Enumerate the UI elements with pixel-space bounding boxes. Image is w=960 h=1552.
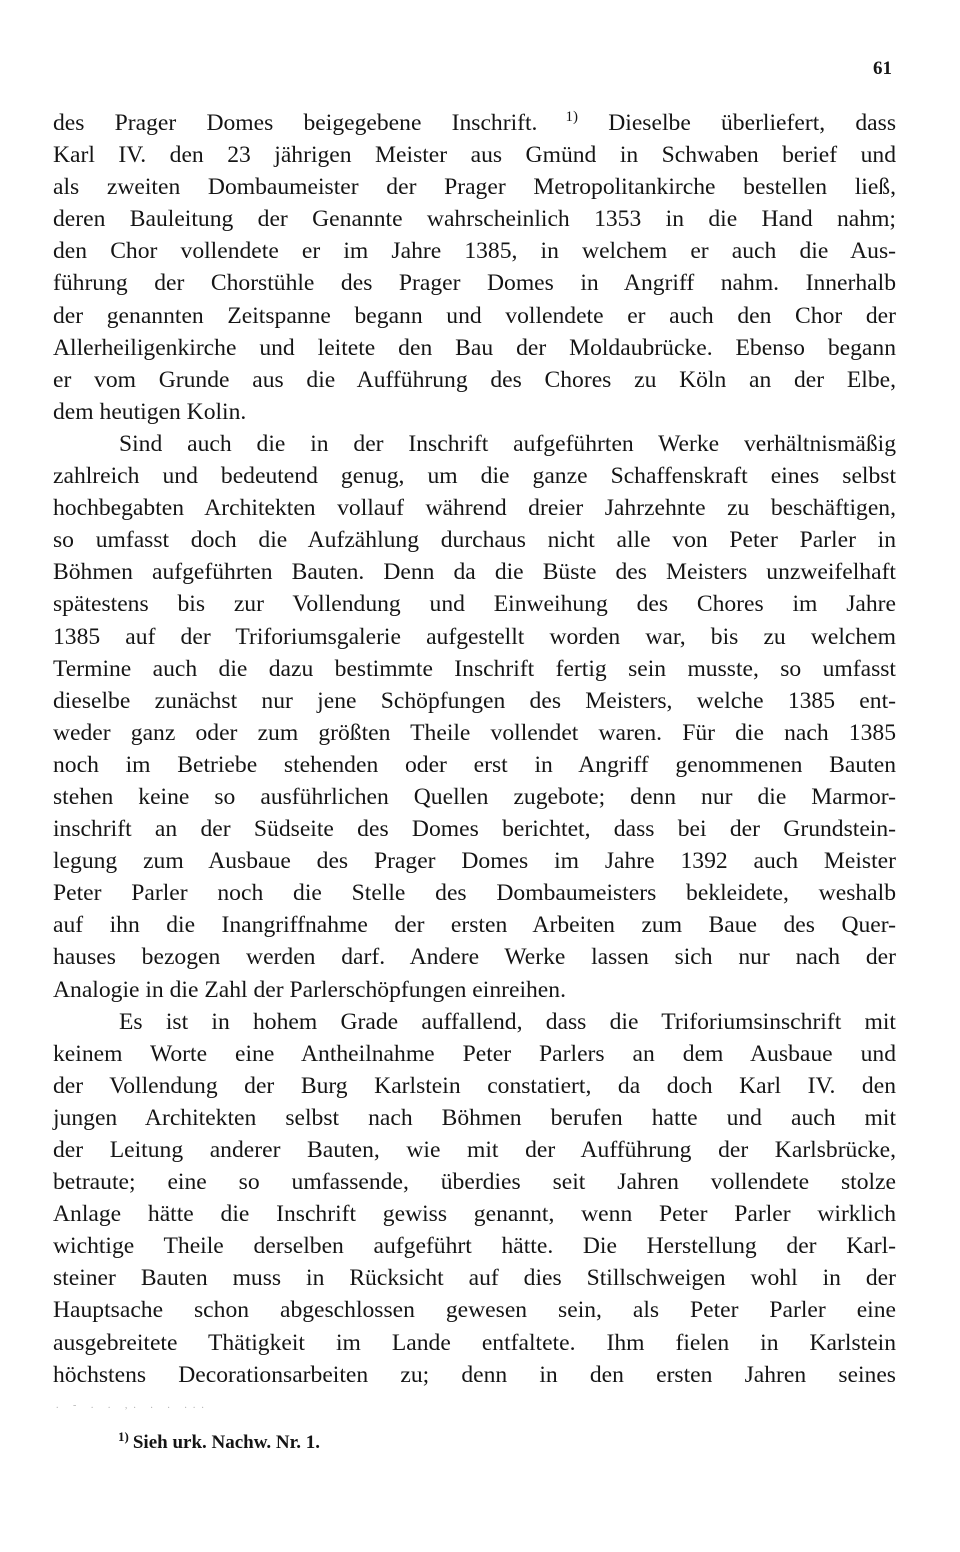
text-line [53,974,896,1006]
text-segment: weder ganz oder zum größten Theile vollendet waren. Für die nach 1385 [53,719,896,746]
footnote-marker: 1) [118,1428,129,1444]
text-line [53,1262,896,1294]
text-line [53,1166,896,1198]
text-line [53,556,896,588]
text-line [53,588,896,620]
text-line [53,845,896,877]
text-segment: so umfasst doch die Aufzählung durchaus nicht alle von Peter Parler in [53,527,896,554]
text-line [53,396,896,428]
text-segment: steiner Bauten muss in Rücksicht auf dies Stillschweigen wohl in der [53,1265,896,1292]
text-segment: wichtige Theile derselben aufgeführt hätte. Die Herstellung der Karl- [53,1233,896,1260]
text-segment: keinem Worte eine Antheilnahme Peter Parlers an dem Ausbaue und [53,1040,896,1067]
body-text [53,107,896,1391]
text-line [53,171,896,203]
text-line [53,107,896,139]
text-segment: als zweiten Dombaumeister der Prager Metropolitankirche bestellen ließ, [53,174,896,201]
text-line [53,685,896,717]
paragraph [53,428,896,1006]
text-line [53,300,896,332]
text-line [53,653,896,685]
text-line [53,1359,896,1391]
text-segment: Allerheiligenkirche und leitete den Bau der Moldaubrücke. Ebenso begann [53,334,896,361]
text-line [53,1134,896,1166]
text-line [53,781,896,813]
text-line [53,1006,896,1038]
text-segment: 1385 auf der Triforiumsgalerie aufgestellt worden war, bis zu welchem [53,623,896,650]
text-segment: hochbegabten Architekten vollauf während dreier Jahrzehnte zu beschäftigen, [53,495,896,522]
text-line [53,235,896,267]
text-line [53,621,896,653]
text-segment: stehen keine so ausführlichen Quellen zugebote; denn nur die Marmor- [53,783,896,810]
text-line [53,332,896,364]
text-line [53,492,896,524]
text-line [53,139,896,171]
text-segment: der genannten Zeitspanne begann und vollendete er auch den Chor der [53,302,896,329]
text-line [53,717,896,749]
text-line [53,941,896,973]
text-line [53,364,896,396]
text-segment: legung zum Ausbaue des Prager Domes im Jahre 1392 auch Meister [53,848,896,875]
text-line [53,203,896,235]
text-segment: der Vollendung der Burg Karlstein constatiert, da doch Karl IV. den [53,1072,896,1099]
text-segment: Analogie in die Zahl der Parlerschöpfungen einreihen. [53,976,566,1003]
text-line [53,1327,896,1359]
text-segment: der Leitung anderer Bauten, wie mit der Aufführung der Karlsbrücke, [53,1137,896,1163]
text-segment: er vom Grunde aus die Aufführung des Chores zu Köln an der Elbe, [53,366,896,393]
text-line [53,1198,896,1230]
text-segment: deren Bauleitung der Genannte wahrscheinlich 1353 in die Hand nahm; [53,206,896,233]
footnote-reference: 1) [537,109,579,126]
text-line [53,1294,896,1326]
footnote-text: Sieh urk. Nachw. Nr. 1. [132,1432,321,1453]
page-number: 61 [873,58,892,79]
text-line [53,460,896,492]
paragraph [53,1006,896,1391]
text-segment: des Prager Domes beigegebene Inschrift. [53,110,538,136]
text-segment: Peter Parler noch die Stelle des Dombaumeisters bekleidete, weshalb [53,880,896,907]
text-segment: Sind auch die in der Inschrift aufgeführten Werke verhältnismäßig [119,430,896,457]
text-segment: den Chor vollendete er im Jahre 1385, in welchem er auch die Aus- [53,238,896,265]
text-line [53,1070,896,1102]
text-segment: führung der Chorstühle des Prager Domes in Angriff nahm. Innerhalb [53,270,896,297]
paragraph [53,107,896,428]
text-segment: Es ist in hohem Grade auffallend, dass die Triforiumsinschrift mit [119,1008,896,1035]
text-segment: dieselbe zunächst nur jene Schöpfungen des Meisters, welche 1385 ent- [53,687,896,714]
text-line [53,1102,896,1134]
text-segment: Karl IV. den 23 jährigen Meister aus Gmünd in Schwaben berief und [53,142,896,169]
text-segment: Hauptsache schon abgeschlossen gewesen sein, als Peter Parler eine [53,1297,896,1324]
text-segment: spätestens bis zur Vollendung und Einweihung des Chores im Jahre [53,591,896,618]
text-line [53,813,896,845]
text-segment: Dieselbe überliefert, dass [578,110,896,136]
text-segment: Böhmen aufgeführten Bauten. Denn da die Büste des Meisters unzweifelhaft [53,559,896,586]
text-segment: Anlage hätte die Inschrift gewiss genannt, wenn Peter Parler wirklich [53,1201,896,1228]
text-segment: noch im Betriebe stehenden oder erst in Angriff genommenen Bauten [53,751,896,778]
footnote [118,1428,321,1454]
text-line [53,428,896,460]
text-line [53,877,896,909]
faint-trace: . - . . ,. . . ... [56,1400,210,1411]
text-segment: dem heutigen Kolin. [53,398,247,425]
text-segment: auf ihn die Inangriffnahme der ersten Arbeiten zum Baue des Quer- [53,912,896,939]
text-segment: zahlreich und bedeutend genug, um die ganze Schaffenskraft eines selbst [53,463,896,490]
text-line [53,1038,896,1070]
text-segment: Termine auch die dazu bestimmte Inschrift fertig sein musste, so umfasst [53,655,896,682]
text-segment: ausgebreitete Thätigkeit im Lande entfaltete. Ihm fielen in Karlstein [53,1329,896,1356]
text-segment: inschrift an der Südseite des Domes berichtet, dass bei der Grundstein- [53,816,896,843]
text-segment: jungen Architekten selbst nach Böhmen berufen hatte und auch mit [53,1104,896,1131]
text-line [53,1230,896,1262]
text-line [53,909,896,941]
text-line [53,524,896,556]
text-line [53,267,896,299]
text-segment: höchstens Decorationsarbeiten zu; denn in den ersten Jahren seines [53,1361,896,1388]
text-segment: hauses bezogen werden darf. Andere Werke lassen sich nur nach der [53,944,896,971]
text-segment: betraute; eine so umfassende, überdies seit Jahren vollendete stolze [53,1169,896,1196]
text-line [53,749,896,781]
